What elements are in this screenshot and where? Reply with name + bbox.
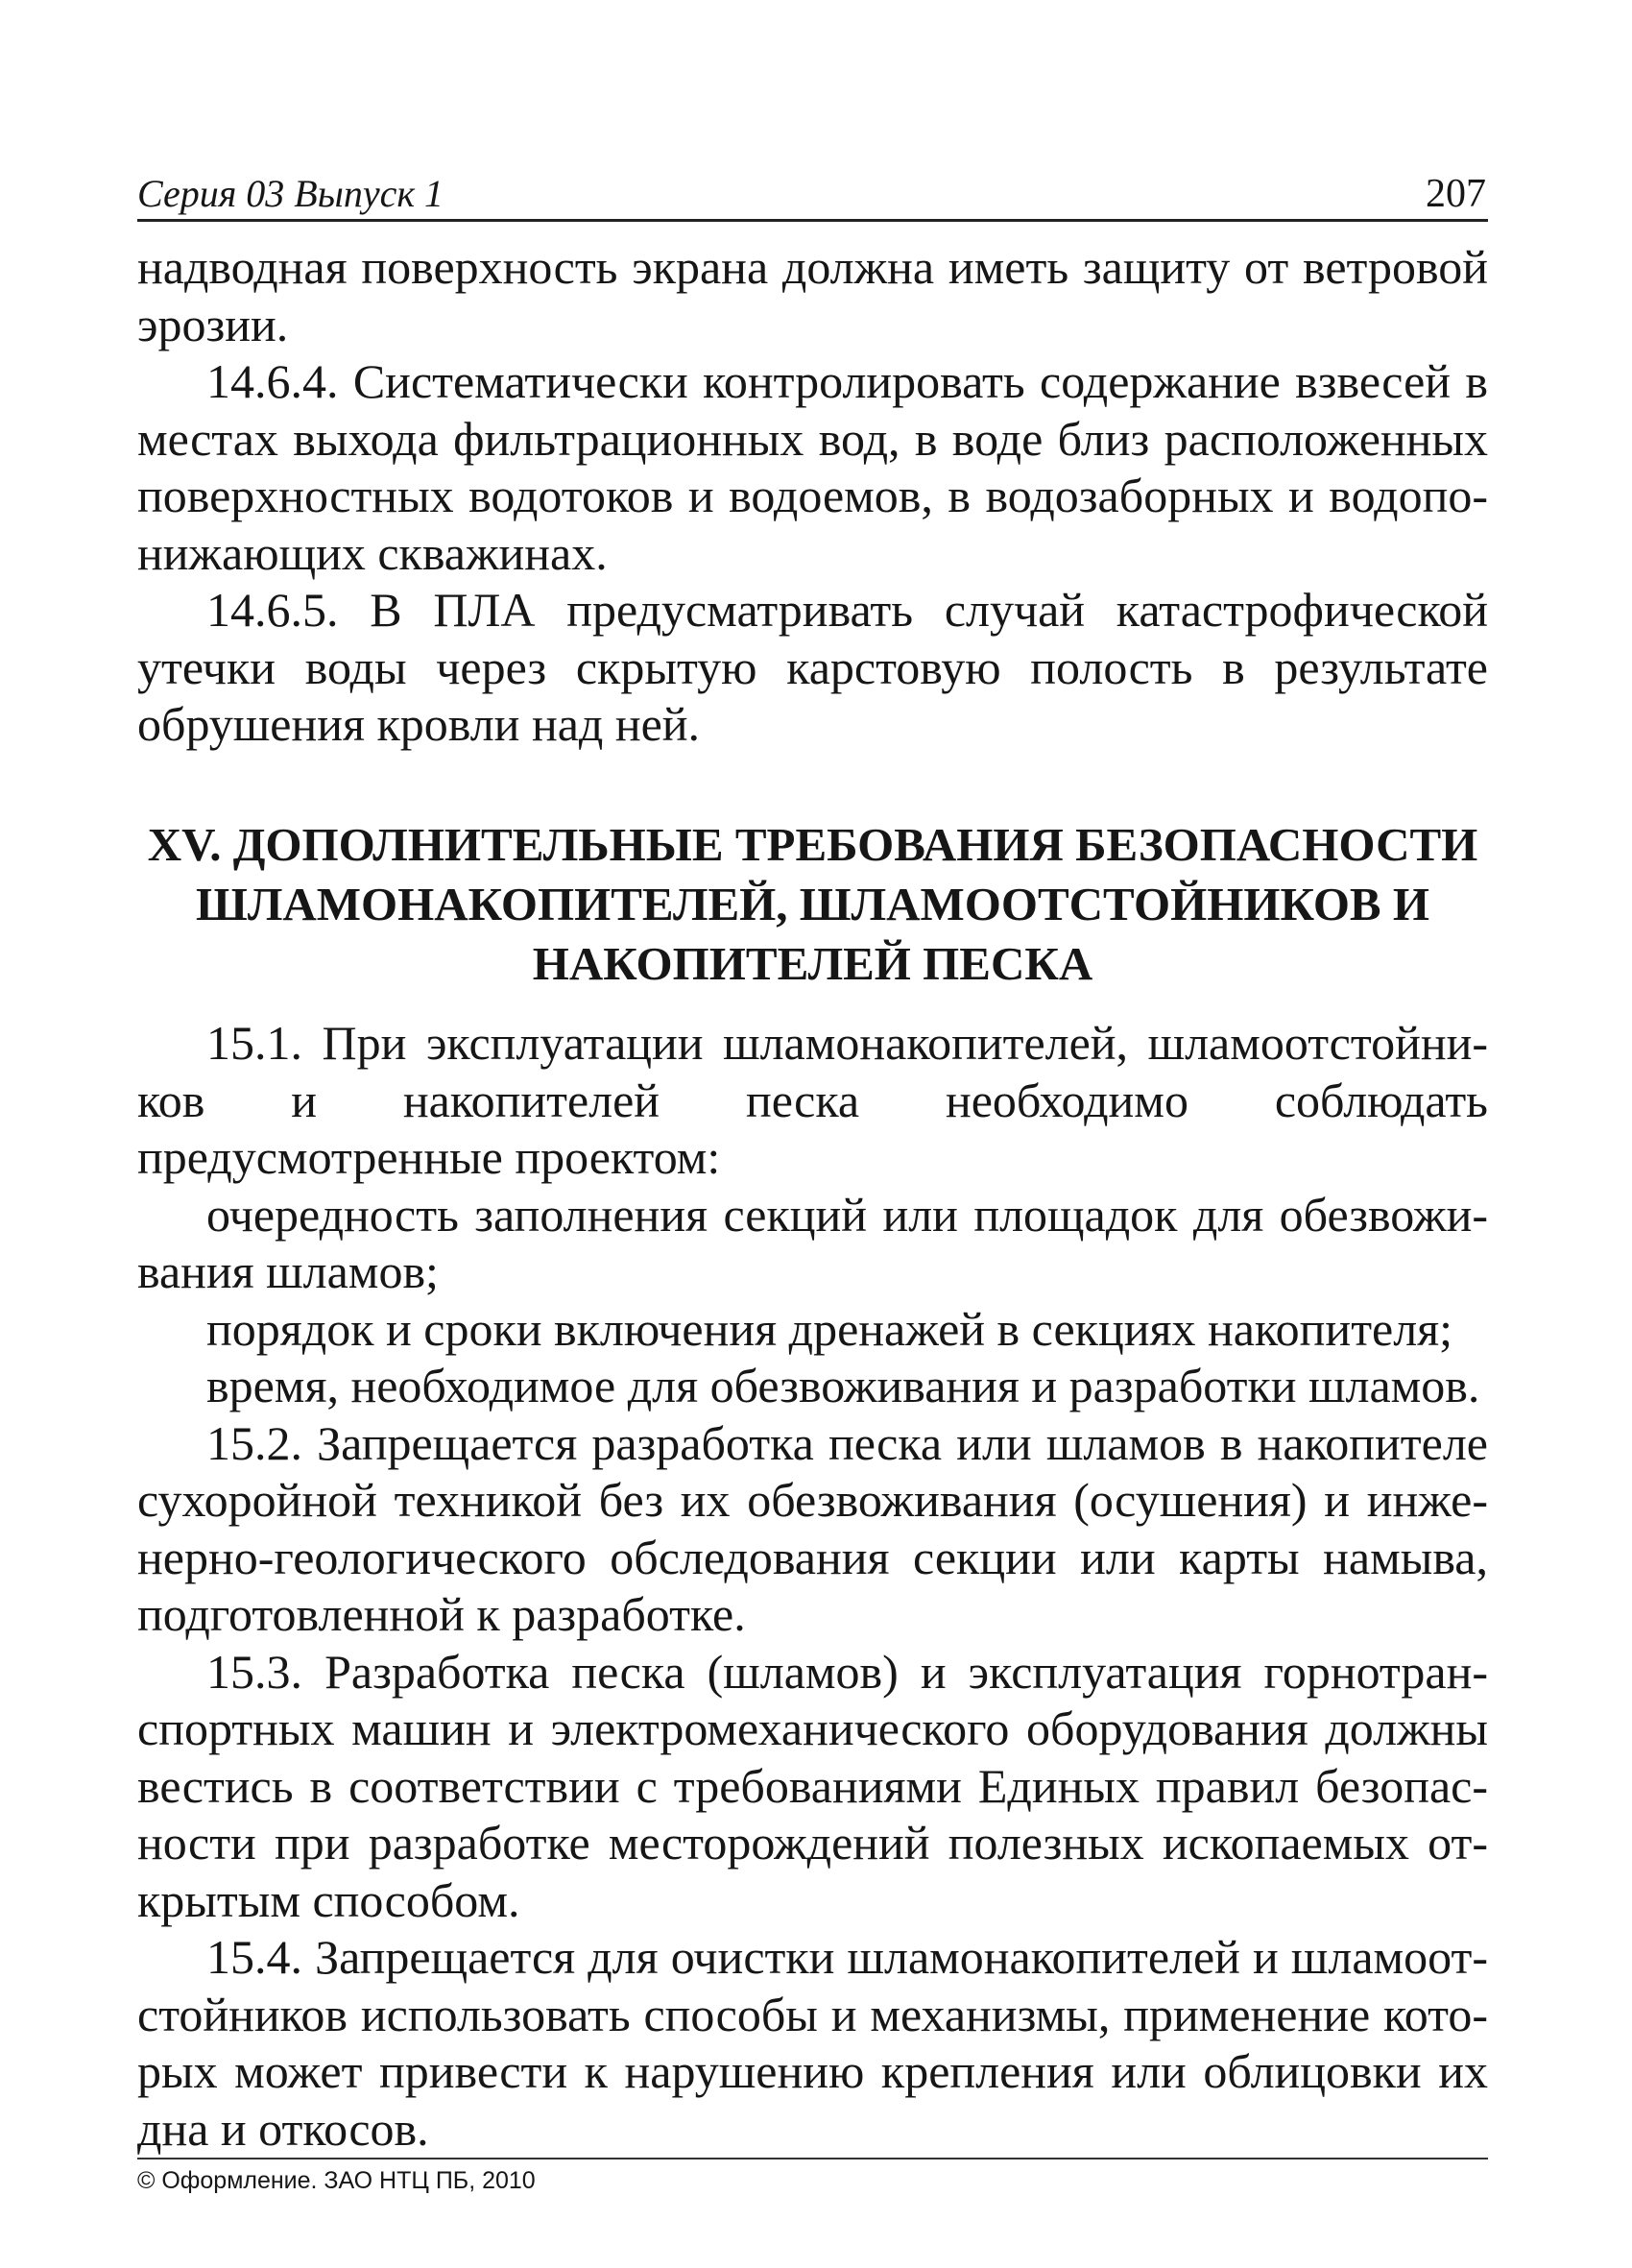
paragraph-14-6-5: 14.6.5. В ПЛА предусматривать случай катастрофической утечки воды через скрытую карстовую полость в результате обрушения кровли над ней.	[137, 583, 1488, 751]
page-number: 207	[1426, 172, 1486, 216]
paragraph-15-3: 15.3. Разработка песка (шламов) и эксплуатация горнотранспортных машин и электромеханического оборудования должны вестись в соответствии с требованиями Единых правил безопасности при разработке месторождений полезных ископаемых открытым способом.	[137, 1644, 1488, 1927]
list-item-time: время, необходимое для обезвоживания и разработки шламов.	[206, 1359, 1480, 1412]
section-heading	[137, 815, 1488, 994]
text-block-top	[137, 239, 1488, 754]
section-heading-line-2: ШЛАМОНАКОПИТЕЛЕЙ, ШЛАМООТСТОЙНИКОВ И	[196, 878, 1429, 930]
header-rule	[137, 219, 1488, 222]
series-label: Серия 03 Выпуск 1	[137, 172, 444, 215]
list-item-drainage: порядок и сроки включения дренажей в секциях накопителя;	[206, 1301, 1453, 1356]
list-item-sequence: очередность заполнения секций или площадок для обезвоживания шламов;	[137, 1187, 1488, 1298]
section-heading-line-1: XV. ДОПОЛНИТЕЛЬНЫЕ ТРЕБОВАНИЯ БЕЗОПАСНОСТИ	[147, 818, 1478, 871]
paragraph-15-4: 15.4. Запрещается для очистки шламонакопителей и шламоотстойников использовать способы и механизмы, применение которых может привести к нарушению крепления или облицовки их дна и откосов.	[137, 1930, 1488, 2156]
paragraph-continuation: надводная поверхность экрана должна иметь защиту от ветровой эрозии.	[137, 240, 1488, 351]
section-heading-line-3: НАКОПИТЕЛЕЙ ПЕСКА	[532, 937, 1093, 990]
running-header	[137, 171, 1486, 217]
paragraph-14-6-4: 14.6.4. Систематически контролировать содержание взвесей в местах выхода фильтрационных вод, в воде близ расположенных поверхностных водотоков и водоемов, в водозаборных и водопонижающих скважинах.	[137, 354, 1488, 580]
text-block-bottom	[137, 1015, 1488, 2158]
paragraph-15-2: 15.2. Запрещается разработка песка или шламов в накопителе сухоройной техникой без их обезвоживания (осушения) и инженерно-геологического обследования секции или карты намыва, подготовленной к разработке.	[137, 1415, 1488, 1641]
footer-copyright: © Оформление. ЗАО НТЦ ПБ, 2010	[137, 2167, 536, 2194]
footer-rule	[137, 2158, 1488, 2159]
paragraph-15-1: 15.1. При эксплуатации шламонакопителей, шламоотстойников и накопителей песка необходимо соблюдать предусмотренные проектом:	[137, 1016, 1488, 1184]
